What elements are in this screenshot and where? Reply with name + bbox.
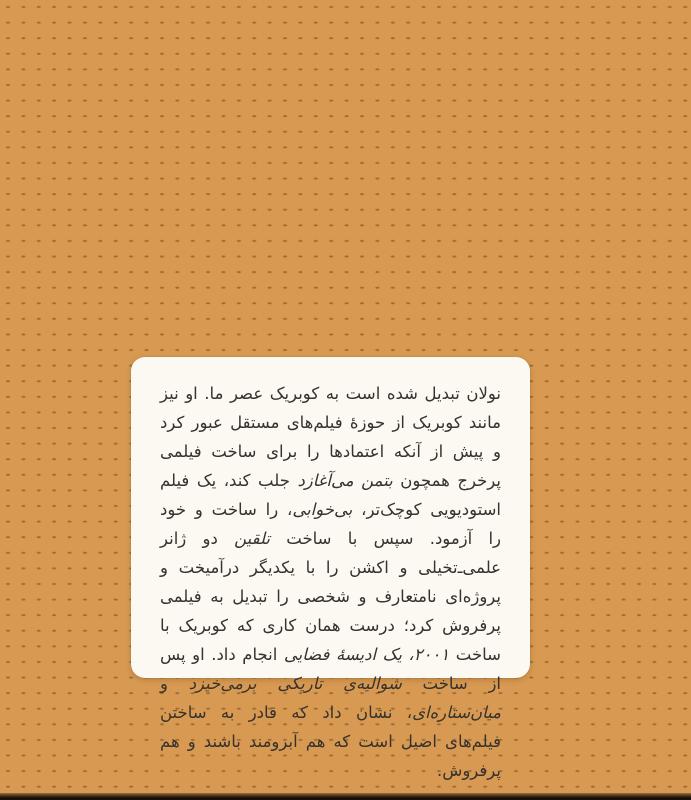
paragraph-text-run: انجام داد. او پس از ساخت: [160, 645, 502, 693]
paragraph-text-run: ، را ساخت و خود را آزمود. سپس با ساخت: [160, 500, 502, 548]
body-text-paragraph: [160, 379, 501, 785]
paragraph-text-run: و: [160, 674, 189, 693]
film-title-italic: ۲۰۰۱، یک ادیسۀ فضایی: [283, 645, 450, 664]
text-card: [131, 357, 530, 780]
film-title-italic: بی‌خوابی: [292, 500, 353, 519]
film-title-italic: بتمن می‌آغازد: [297, 471, 393, 490]
paragraph-text-run: نولان تبدیل شده است به کوبریک عصر ما. او نیز مانند کوبریک از حوزۀ فیلم‌های مستقل عبور کرد و پیش از آنکه اعتمادها را برای ساخت فیلمی پرخرج همچون: [160, 384, 501, 490]
film-title-italic: تلقین: [234, 529, 271, 548]
paragraph-text-run: ، نشان داد که قادر به ساختن فیلم‌های اصیل است که هم آبرومند باشند و هم پرفروش.: [160, 703, 501, 780]
film-title-italic: میان‌ستاره‌ای: [412, 703, 501, 722]
page-bottom-edge-shadow: [0, 793, 691, 800]
paragraph-text-run: دو ژانر علمی‌ـ‌تخیلی و اکشن را با یکدیگر درآمیخت و پروژه‌ای نامتعارف و شخصی را تبدیل به فیلمی پرفروش کرد؛ درست همان کاری که کوبریک با ساخت: [160, 529, 501, 664]
film-title-italic: شوالیه‌ی تاریکی برمی‌خیزد: [188, 674, 402, 693]
paragraph-text-run: جلب کند، یک فیلم استودیویی کوچک‌تر،: [160, 471, 501, 519]
